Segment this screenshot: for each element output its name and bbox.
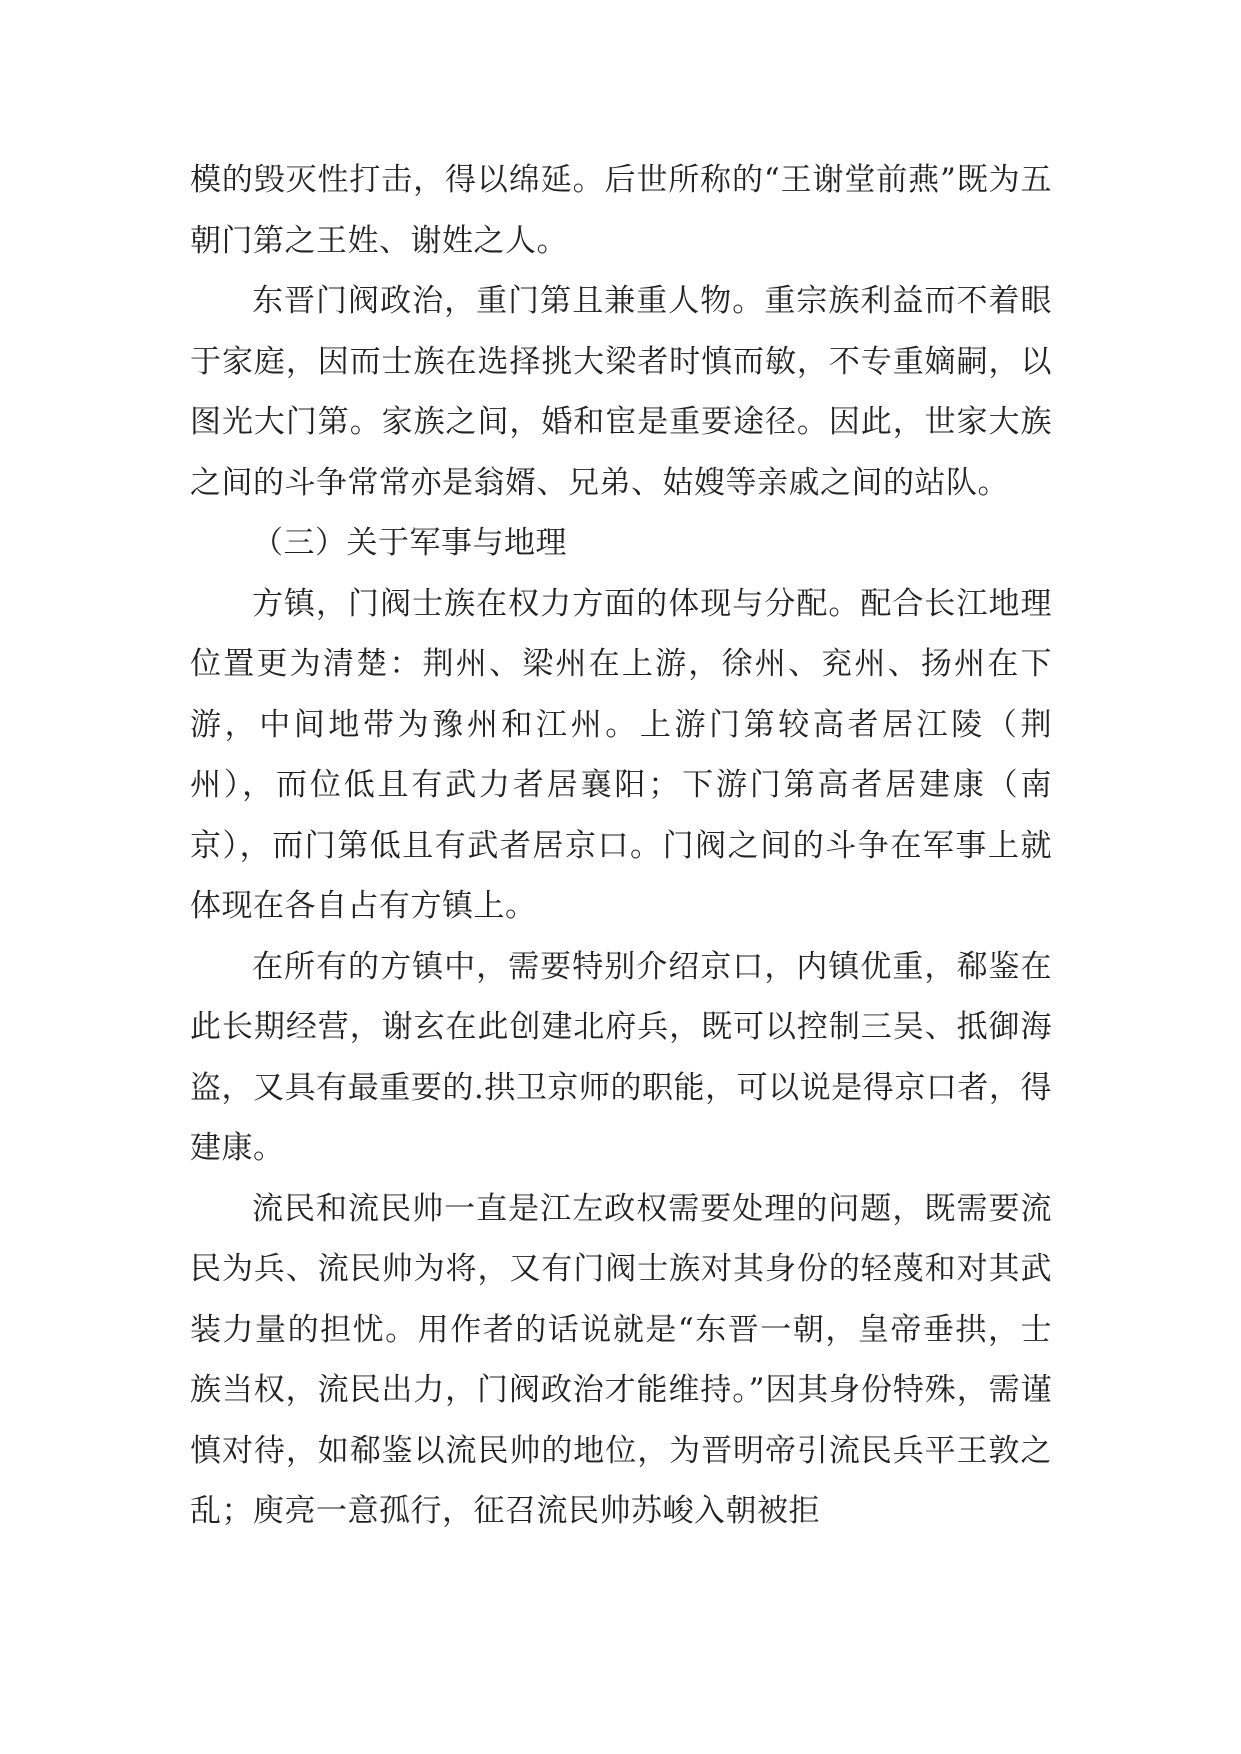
- body-text: [190, 150, 1052, 1542]
- paragraph-jingkou: 在所有的方镇中，需要特别介绍京口，内镇优重，郗鉴在此长期经营，谢玄在此创建北府兵，既可以控制三吴、抵御海盗，又具有最重要的.拱卫京师的职能，可以说是得京口者，得建康。: [190, 948, 1052, 1166]
- paragraph-continuation: 模的毁灭性打击，得以绵延。后世所称的“王谢堂前燕”既为五朝门第之王姓、谢姓之人。: [190, 162, 1052, 259]
- paragraph-liumin: 流民和流民帅一直是江左政权需要处理的问题，既需要流民为兵、流民帅为将，又有门阀士族对其身份的轻蔑和对其武装力量的担忧。用作者的话说就是“东晋一朝，皇帝垂拱，士族当权，流民出力，门阀政治才能维持。”因其身份特殊，需谨慎对待，如郗鉴以流民帅的地位，为晋明帝引流民兵平王敦之乱；庾亮一意孤行，征召流民帅苏峻入朝被拒: [190, 1190, 1052, 1529]
- paragraph-fangzhen: 方镇，门阀士族在权力方面的体现与分配。配合长江地理位置更为清楚：荆州、梁州在上游，徐州、兖州、扬州在下游，中间地带为豫州和江州。上游门第较高者居江陵（荆州），而位低且有武力者居襄阳；下游门第高者居建康（南京），而门第低且有武者居京口。门阀之间的斗争在军事上就体现在各自占有方镇上。: [190, 585, 1052, 924]
- paragraph-menfa-politics: 东晋门阀政治，重门第且兼重人物。重宗族利益而不着眼于家庭，因而士族在选择挑大梁者时慎而敏，不专重嫡嗣，以图光大门第。家族之间，婚和宦是重要途径。因此，世家大族之间的斗争常常亦是翁婿、兄弟、姑嫂等亲戚之间的站队。: [190, 283, 1052, 501]
- section-heading-military-geography: （三）关于军事与地理: [252, 525, 567, 561]
